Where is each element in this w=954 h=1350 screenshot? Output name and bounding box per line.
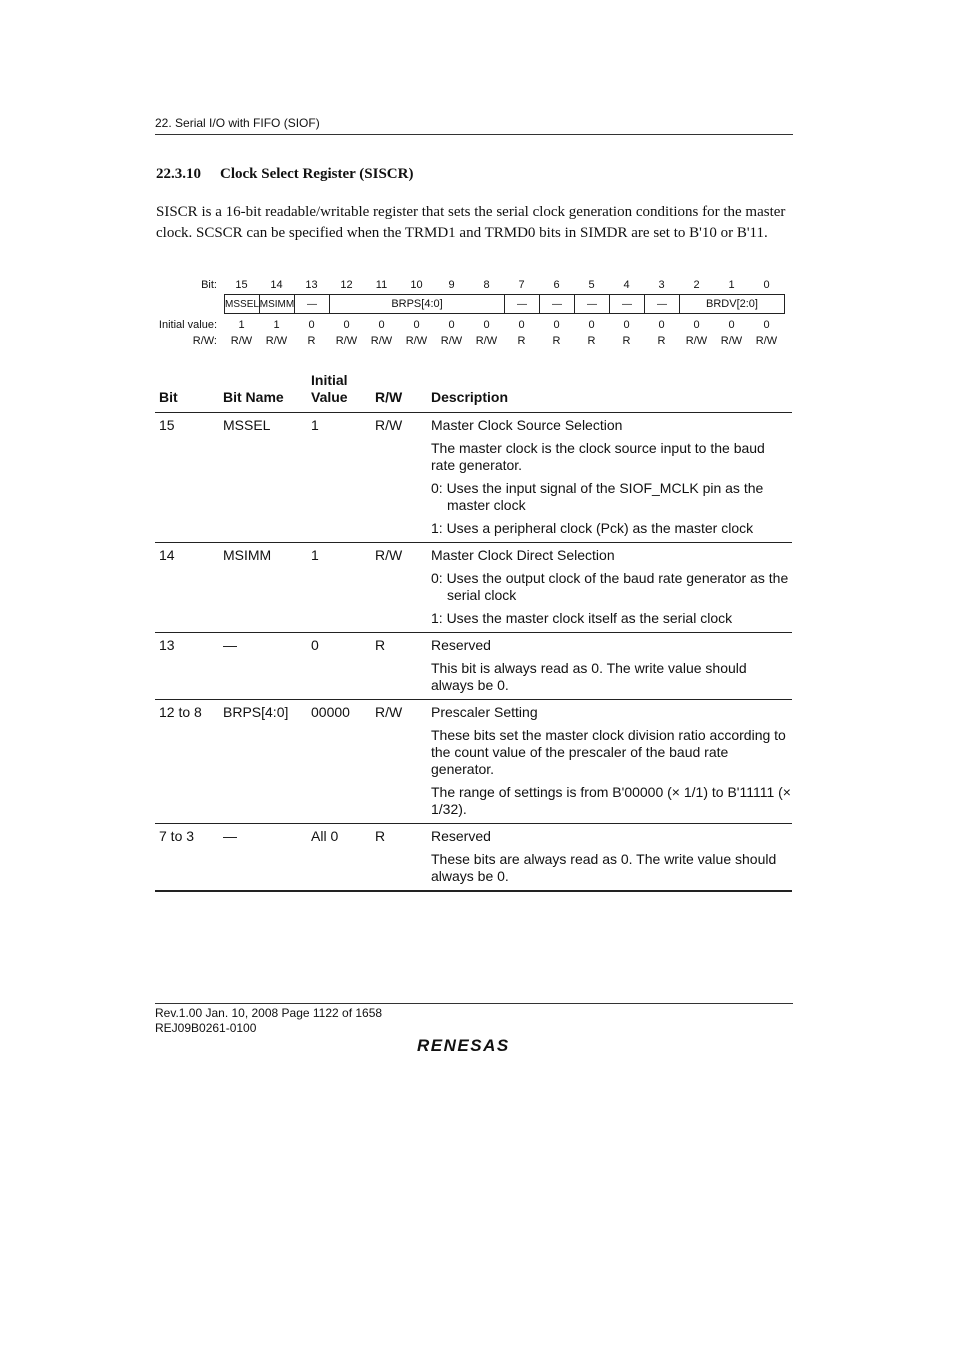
register-field: — <box>539 294 574 314</box>
bit-rw: R <box>307 335 316 347</box>
bit-rw: R/W <box>405 335 428 347</box>
intro-paragraph: SISCR is a 16-bit readable/writable register that sets the serial clock generation conditions for the master clock. SCSCR can be specified when the TRMD1 and TRMD0 bits in SIMDR are set to B'10 or B'11. <box>156 204 786 241</box>
section-heading: Clock Select Register (SISCR) <box>220 166 414 182</box>
bit-initial-value: 0 <box>518 319 525 331</box>
section-title <box>156 166 413 183</box>
description-paragraph: The range of settings is from B'00000 (× 1/1) to B'11111 (× 1/32). <box>431 784 791 817</box>
table-row <box>155 633 792 700</box>
footer-doc-number: REJ09B0261-0100 <box>155 1021 257 1035</box>
rw-row-label: R/W: <box>192 335 217 347</box>
description-paragraph: Reserved <box>431 637 491 653</box>
bit-initial-value: 0 <box>763 319 770 331</box>
cell-bit-name: MSSEL <box>219 413 307 543</box>
cell-bit-name: — <box>219 633 307 700</box>
initial-row-label: Initial value: <box>158 319 217 331</box>
bit-number: 13 <box>305 279 318 291</box>
bit-number: 15 <box>235 279 248 291</box>
bit-rw: R/W <box>370 335 393 347</box>
bit-initial-value: 0 <box>448 319 455 331</box>
description-paragraph: The master clock is the clock source input to the baud rate generator. <box>431 440 765 473</box>
bit-initial-value: 0 <box>658 319 665 331</box>
bit-number: 8 <box>483 279 490 291</box>
bit-table <box>155 372 792 892</box>
bit-rw: R <box>657 335 666 347</box>
bit-initial-value: 1 <box>238 319 245 331</box>
cell-bit-name: MSIMM <box>219 543 307 633</box>
bit-rw: R/W <box>440 335 463 347</box>
bit-row-label: Bit: <box>201 279 217 291</box>
description-paragraph: This bit is always read as 0. The write value should always be 0. <box>431 660 747 693</box>
col-bit-name: Bit Name <box>219 372 307 413</box>
bit-rw: R <box>587 335 596 347</box>
bit-number: 4 <box>623 279 630 291</box>
description-paragraph: These bits set the master clock division ratio according to the count value of the prescaler of the baud rate generator. <box>431 727 786 777</box>
description-paragraph: These bits are always read as 0. The write value should always be 0. <box>431 851 777 884</box>
bit-initial-value: 0 <box>623 319 630 331</box>
cell-bit: 12 to 8 <box>155 700 219 824</box>
bit-number: 10 <box>410 279 423 291</box>
bit-initial-value: 0 <box>553 319 560 331</box>
description-paragraph: 0: Uses the output clock of the baud rate generator as the serial clock <box>431 570 789 603</box>
register-field: — <box>574 294 609 314</box>
bit-number: 14 <box>270 279 283 291</box>
cell-bit: 15 <box>155 413 219 543</box>
bit-initial-value: 1 <box>273 319 280 331</box>
bit-rw: R <box>552 335 561 347</box>
cell-bit: 7 to 3 <box>155 824 219 892</box>
cell-initial-value: 1 <box>307 413 371 543</box>
col-initial-line2: Value <box>311 389 348 405</box>
table-row <box>155 700 792 824</box>
col-initial-value <box>307 372 371 413</box>
bit-number: 3 <box>658 279 665 291</box>
table-header-row <box>155 372 792 413</box>
col-description: Description <box>427 372 792 413</box>
bit-rw: R/W <box>335 335 358 347</box>
cell-bit-name: BRPS[4:0] <box>219 700 307 824</box>
table-row <box>155 824 792 892</box>
cell-bit: 14 <box>155 543 219 633</box>
cell-description <box>427 824 792 892</box>
table-row <box>155 543 792 633</box>
footer-rule <box>155 1003 793 1004</box>
description-paragraph: Reserved <box>431 828 491 844</box>
bit-initial-value: 0 <box>378 319 385 331</box>
bit-rw: R/W <box>720 335 743 347</box>
register-field: — <box>504 294 539 314</box>
bit-rw: R <box>517 335 526 347</box>
cell-rw: R/W <box>371 700 427 824</box>
register-field: MSIMM <box>259 294 294 314</box>
bit-rw: R/W <box>755 335 778 347</box>
description-paragraph: Master Clock Direct Selection <box>431 547 615 563</box>
bit-number: 9 <box>448 279 455 291</box>
cell-description <box>427 633 792 700</box>
header-rule <box>155 134 793 135</box>
bit-rw: R/W <box>265 335 288 347</box>
logo-text: RENESAS <box>417 1036 510 1055</box>
cell-initial-value: All 0 <box>307 824 371 892</box>
cell-initial-value: 0 <box>307 633 371 700</box>
cell-description <box>427 413 792 543</box>
bit-initial-value: 0 <box>693 319 700 331</box>
bit-number: 7 <box>518 279 525 291</box>
register-field: BRDV[2:0] <box>679 294 785 314</box>
bit-rw: R/W <box>475 335 498 347</box>
register-field: — <box>609 294 644 314</box>
description-paragraph: Master Clock Source Selection <box>431 417 623 433</box>
cell-initial-value: 00000 <box>307 700 371 824</box>
bit-number: 12 <box>340 279 353 291</box>
register-field: — <box>644 294 679 314</box>
bit-rw: R/W <box>230 335 253 347</box>
col-bit: Bit <box>155 372 219 413</box>
bit-rw: R <box>622 335 631 347</box>
cell-rw: R <box>371 824 427 892</box>
cell-rw: R/W <box>371 543 427 633</box>
table-row <box>155 413 792 543</box>
bit-number: 1 <box>728 279 735 291</box>
footer-revision: Rev.1.00 Jan. 10, 2008 Page 1122 of 1658 <box>155 1006 383 1020</box>
bit-initial-value: 0 <box>308 319 315 331</box>
bit-number: 6 <box>553 279 560 291</box>
description-paragraph: 0: Uses the input signal of the SIOF_MCLK pin as the master clock <box>431 480 764 513</box>
description-paragraph: Prescaler Setting <box>431 704 538 720</box>
register-field: MSSEL <box>224 294 259 314</box>
bit-initial-value: 0 <box>483 319 490 331</box>
bit-number: 2 <box>693 279 700 291</box>
bit-number: 0 <box>763 279 770 291</box>
cell-description <box>427 700 792 824</box>
bit-initial-value: 0 <box>588 319 595 331</box>
cell-bit: 13 <box>155 633 219 700</box>
cell-rw: R/W <box>371 413 427 543</box>
cell-description <box>427 543 792 633</box>
register-field: BRPS[4:0] <box>329 294 504 314</box>
register-field: — <box>294 294 329 314</box>
cell-initial-value: 1 <box>307 543 371 633</box>
bit-initial-value: 0 <box>728 319 735 331</box>
bit-number: 5 <box>588 279 595 291</box>
bit-initial-value: 0 <box>413 319 420 331</box>
bit-number: 11 <box>375 279 388 291</box>
cell-bit-name: — <box>219 824 307 892</box>
section-number: 22.3.10 <box>156 166 201 182</box>
running-header: 22. Serial I/O with FIFO (SIOF) <box>155 116 320 130</box>
description-paragraph: 1: Uses a peripheral clock (Pck) as the master clock <box>431 520 754 536</box>
cell-rw: R <box>371 633 427 700</box>
col-rw: R/W <box>371 372 427 413</box>
col-initial-line1: Initial <box>311 372 348 388</box>
description-paragraph: 1: Uses the master clock itself as the serial clock <box>431 610 733 626</box>
renesas-logo <box>415 1035 535 1060</box>
bit-initial-value: 0 <box>343 319 350 331</box>
bit-rw: R/W <box>685 335 708 347</box>
